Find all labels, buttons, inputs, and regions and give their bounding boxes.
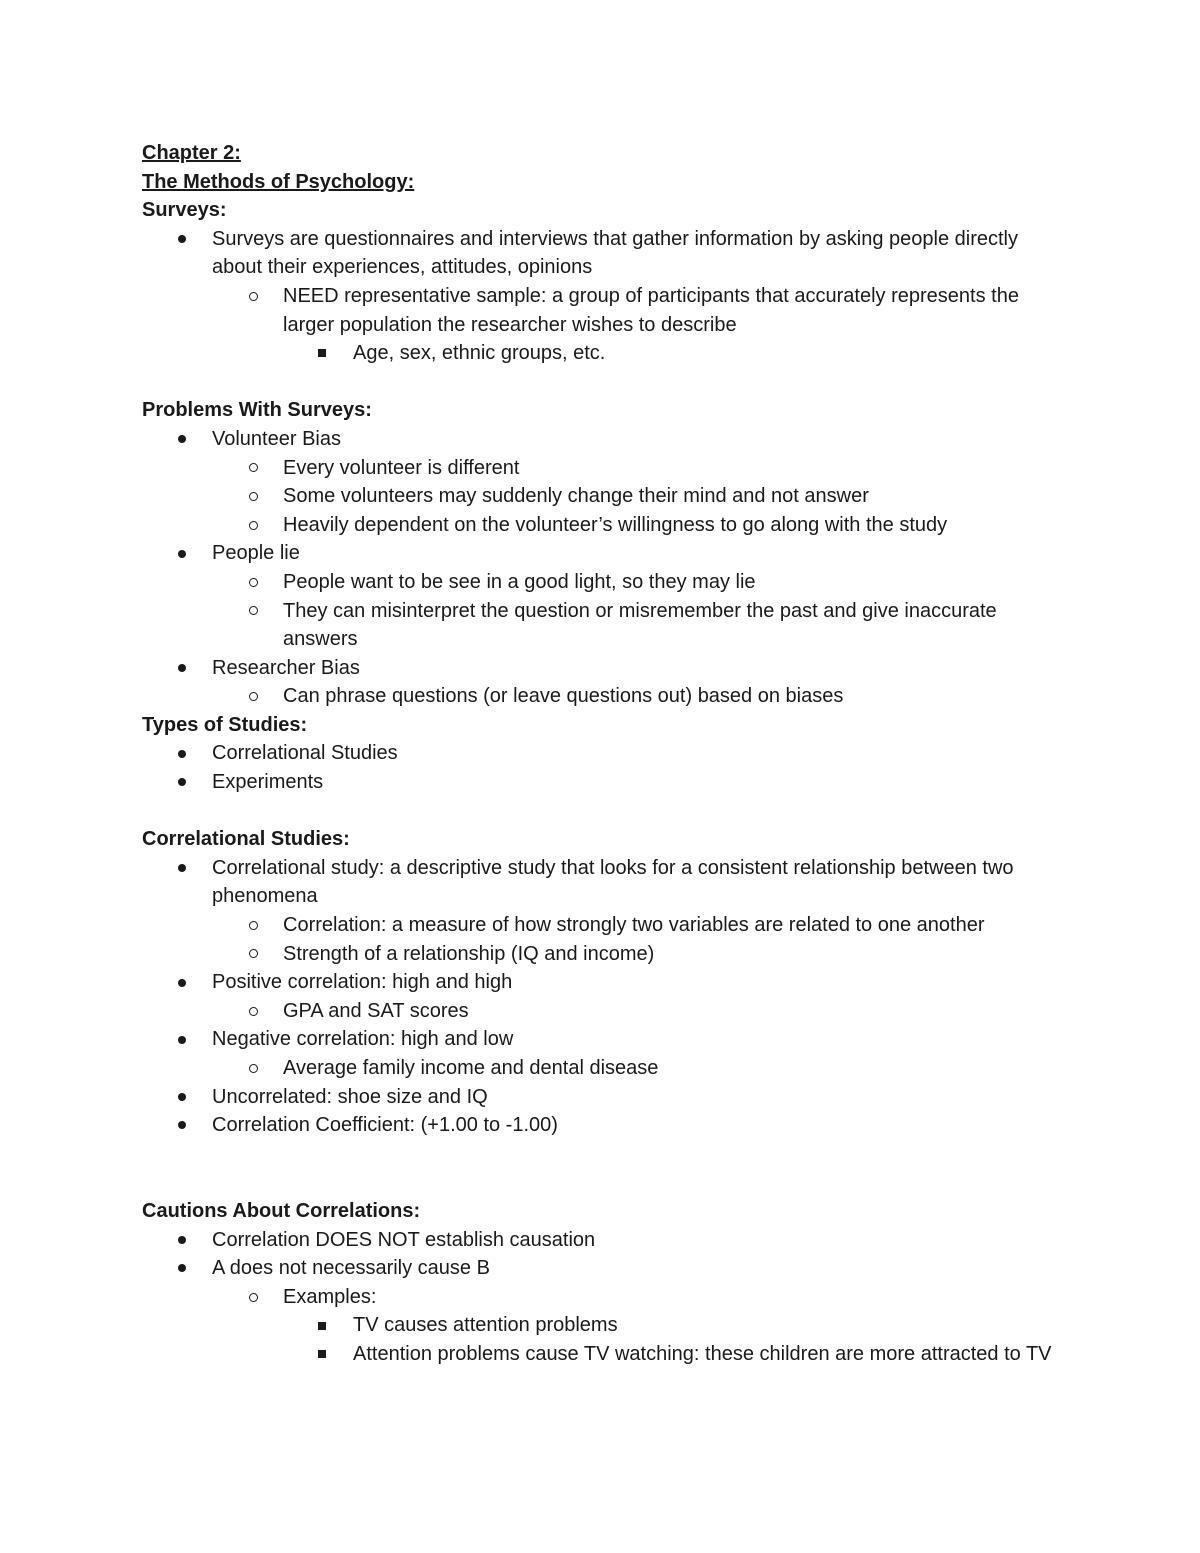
list-item: [142, 1283, 1062, 1312]
list-item: [142, 1226, 1062, 1255]
bullet-circle-icon: [249, 997, 258, 1026]
list-item: [142, 597, 1062, 654]
document-page: [142, 139, 1062, 1369]
list-item: [142, 1111, 1062, 1140]
list-item: [142, 511, 1062, 540]
list-item: [142, 854, 1062, 911]
bullet-circle-icon: [249, 282, 258, 311]
list-item-text: TV causes attention problems: [353, 1314, 618, 1337]
list-item-text: Age, sex, ethnic groups, etc.: [353, 342, 606, 365]
bullet-circle-icon: [249, 1054, 258, 1083]
list-item-text: Correlation Coefficient: (+1.00 to -1.00): [212, 1114, 558, 1137]
list-item-text: Correlation: a measure of how strongly two variables are related to one another: [283, 914, 985, 937]
bullet-square-icon: [318, 1340, 326, 1369]
list-item: [142, 425, 1062, 454]
spacer: [142, 797, 1062, 826]
bullet-disc-icon: [178, 768, 186, 797]
list-item-text: Correlational Studies: [212, 742, 398, 765]
list-item: [142, 739, 1062, 768]
list-item-text: People want to be see in a good light, so they may lie: [283, 570, 756, 593]
bullet-circle-icon: [249, 1283, 258, 1312]
list-item: [142, 282, 1062, 339]
bullet-circle-icon: [249, 911, 258, 940]
section-title: The Methods of Psychology:: [142, 170, 415, 193]
bullet-circle-icon: [249, 597, 258, 626]
list-item-text: Some volunteers may suddenly change their mind and not answer: [283, 485, 869, 508]
list-item-text: Can phrase questions (or leave questions out) based on biases: [283, 685, 844, 708]
spacer: [142, 1140, 1062, 1169]
bullet-disc-icon: [178, 425, 186, 454]
spacer: [142, 368, 1062, 397]
spacer: [142, 1168, 1062, 1197]
bullet-disc-icon: [178, 1025, 186, 1054]
list-item: [142, 997, 1062, 1026]
bullet-disc-icon: [178, 968, 186, 997]
list-item: [142, 225, 1062, 282]
list-item: [142, 1054, 1062, 1083]
list-item: [142, 1254, 1062, 1283]
list-item: [142, 968, 1062, 997]
list-item-text: Researcher Bias: [212, 656, 360, 679]
bullet-circle-icon: [249, 511, 258, 540]
list-item-text: Negative correlation: high and low: [212, 1028, 514, 1051]
list-item: [142, 911, 1062, 940]
list-item-text: Heavily dependent on the volunteer’s willingness to go along with the study: [283, 513, 948, 536]
bullet-disc-icon: [178, 1111, 186, 1140]
bullet-disc-icon: [178, 225, 186, 254]
list-item-text: Examples:: [283, 1285, 377, 1308]
bullet-circle-icon: [249, 482, 258, 511]
list-item: [142, 568, 1062, 597]
list-item: [142, 1083, 1062, 1112]
list-item-text: Volunteer Bias: [212, 427, 341, 450]
bullet-disc-icon: [178, 539, 186, 568]
bullet-disc-icon: [178, 854, 186, 883]
bullet-square-icon: [318, 339, 326, 368]
bullet-disc-icon: [178, 1083, 186, 1112]
list-item-text: GPA and SAT scores: [283, 999, 469, 1022]
list-item: [142, 654, 1062, 683]
list-item-text: Uncorrelated: shoe size and IQ: [212, 1085, 488, 1108]
list-item-text: A does not necessarily cause B: [212, 1257, 490, 1280]
list-item: [142, 1311, 1062, 1340]
cautions-heading: Cautions About Correlations:: [142, 1199, 421, 1222]
list-item: [142, 339, 1062, 368]
correlational-heading: Correlational Studies:: [142, 828, 350, 851]
bullet-circle-icon: [249, 940, 258, 969]
bullet-circle-icon: [249, 568, 258, 597]
bullet-square-icon: [318, 1311, 326, 1340]
list-item-text: Every volunteer is different: [283, 456, 520, 479]
list-item: [142, 940, 1062, 969]
list-item-text: They can misinterpret the question or misremember the past and give inaccurate answers: [283, 599, 997, 651]
chapter-title: Chapter 2:: [142, 142, 241, 164]
list-item-text: Correlational study: a descriptive study that looks for a consistent relationship between two phenomena: [212, 856, 1014, 908]
types-heading: Types of Studies:: [142, 713, 308, 736]
list-item-text: NEED representative sample: a group of participants that accurately represents the larger population the researcher wishes to describe: [283, 284, 1019, 336]
list-item-text: Average family income and dental disease: [283, 1057, 659, 1079]
list-item: [142, 482, 1062, 511]
list-item: [142, 768, 1062, 797]
list-item-text: Positive correlation: high and high: [212, 971, 513, 994]
bullet-disc-icon: [178, 1254, 186, 1283]
bullet-disc-icon: [178, 654, 186, 683]
list-item-text: People lie: [212, 542, 300, 565]
surveys-heading: Surveys:: [142, 199, 227, 222]
list-item: [142, 1340, 1062, 1369]
list-item-text: Surveys are questionnaires and interviews that gather information by asking people directly about their experiences, attitudes, opinions: [212, 227, 1018, 279]
list-item: [142, 454, 1062, 483]
bullet-circle-icon: [249, 682, 258, 711]
list-item: [142, 539, 1062, 568]
list-item: [142, 682, 1062, 711]
list-item-text: Strength of a relationship (IQ and income): [283, 942, 655, 965]
list-item-text: Experiments: [212, 771, 324, 794]
problems-heading: Problems With Surveys:: [142, 399, 372, 422]
list-item-text: Attention problems cause TV watching: these children are more attracted to TV: [353, 1342, 1052, 1365]
bullet-disc-icon: [178, 1226, 186, 1255]
list-item: [142, 1025, 1062, 1054]
bullet-circle-icon: [249, 454, 258, 483]
bullet-disc-icon: [178, 739, 186, 768]
list-item-text: Correlation DOES NOT establish causation: [212, 1228, 596, 1251]
